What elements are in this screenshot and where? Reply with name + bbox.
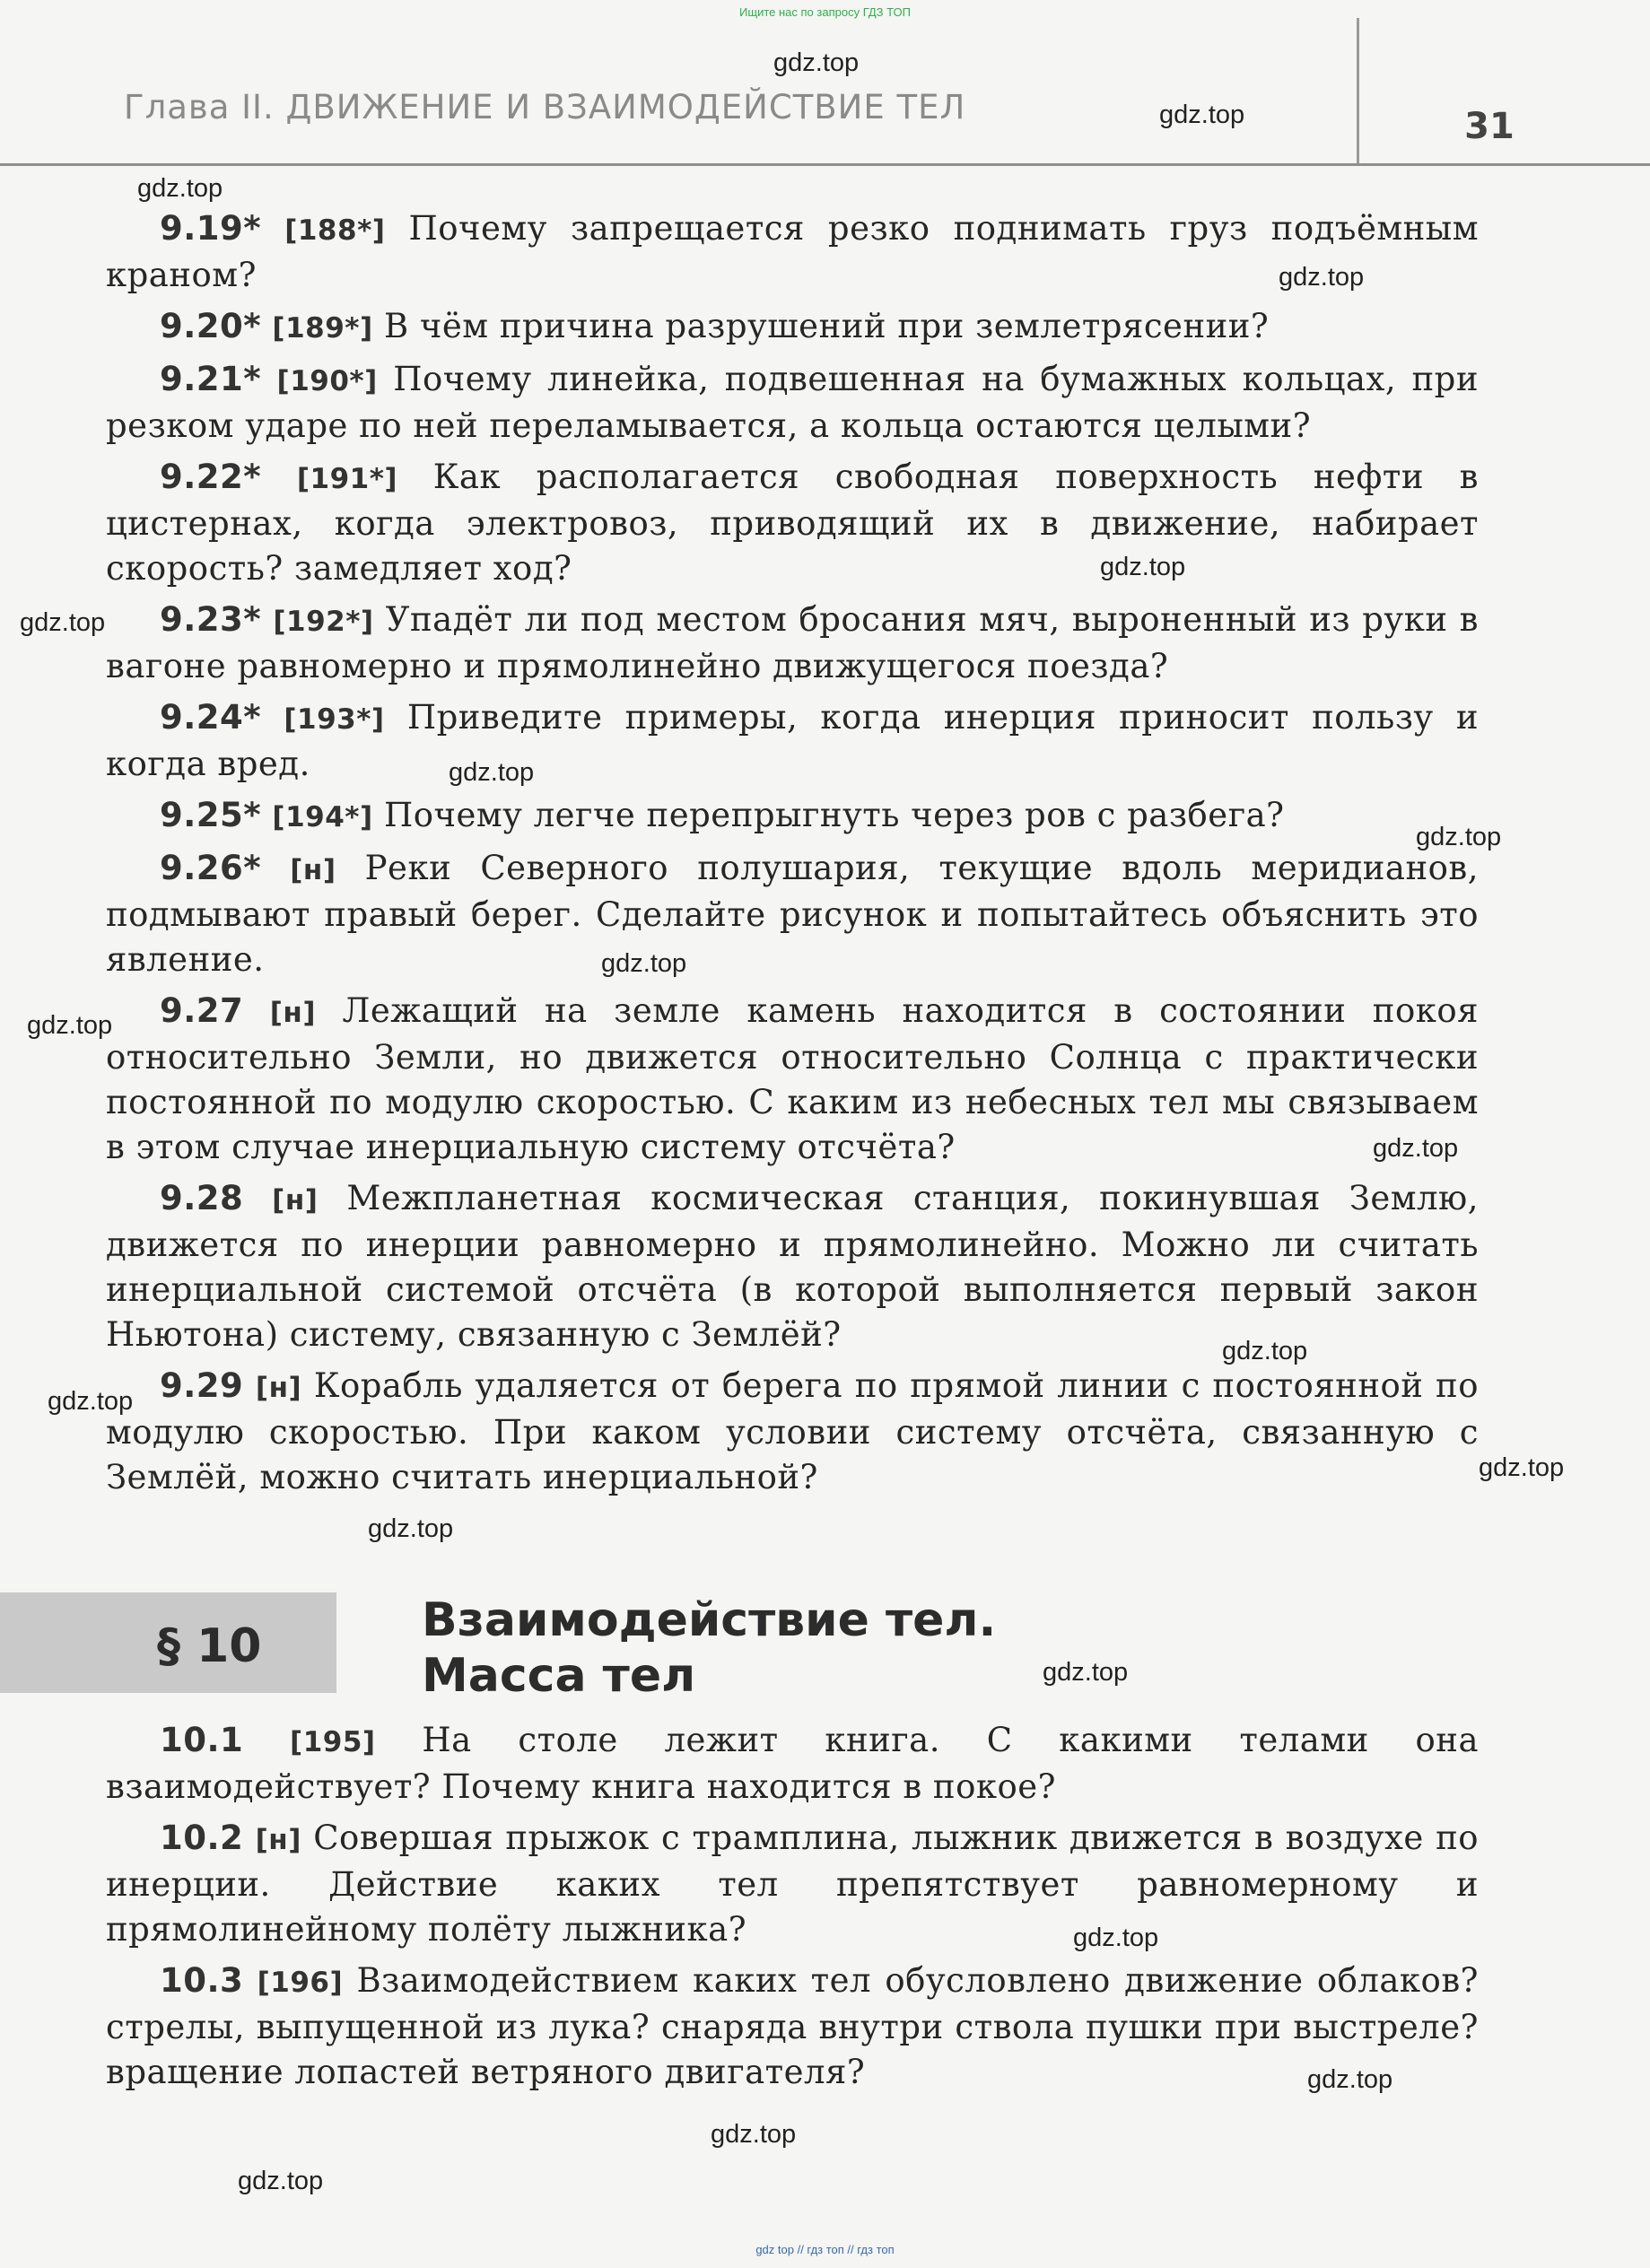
problem-text: Почему запрещается резко поднимать груз подъёмным краном?: [106, 209, 1480, 294]
problem-text: Корабль удаляется от берега по прямой линии с постоянной по модулю скоростью. При каком условии систему отсчёта, связанную с Землёй, можно считать инерциальной?: [106, 1366, 1479, 1496]
problem-number: 9.24*: [160, 698, 262, 737]
problem-ref: [193*]: [284, 703, 385, 736]
watermark: gdz.top: [773, 48, 860, 77]
problem-item: [106, 598, 1479, 689]
problem-item: [106, 304, 1479, 351]
problem-ref: [190*]: [276, 365, 378, 397]
watermark: gdz.top: [1373, 1134, 1459, 1163]
section-title-line1: Взаимодействие тел.: [422, 1593, 997, 1647]
watermark: gdz.top: [137, 174, 223, 203]
top-note: Ищите нас по запросу ГДЗ ТОП: [739, 5, 911, 19]
problem-text: Межпланетная космическая станция, покинувшая Землю, движется по инерции равномерно и прямолинейно. Можно ли считать инерциальной системой отсчёта (в которой выполняется первый закон Ньютона) систему, связанную с Землёй?: [106, 1179, 1480, 1354]
problem-number: 9.21*: [160, 360, 262, 398]
problem-ref: [194*]: [272, 801, 373, 833]
watermark: gdz.top: [1307, 2065, 1393, 2094]
problem-number: 10.3: [160, 1961, 244, 2000]
problem-ref: [н]: [255, 1824, 301, 1856]
problems-list: [106, 206, 1479, 1506]
problem-number: 9.19*: [160, 209, 262, 248]
problem-item: [106, 1364, 1479, 1500]
watermark: gdz.top: [449, 758, 535, 787]
watermark: gdz.top: [48, 1387, 134, 1416]
problem-number: 9.22*: [160, 458, 262, 496]
watermark: gdz.top: [1416, 823, 1502, 851]
problem-number: 9.20*: [160, 307, 262, 345]
problem-item: [106, 846, 1479, 982]
problem-text: Как располагается свободная поверхность нефти в цистернах, когда электровоз, приводящий их в движение, набирает скорость? замедляет ход?: [106, 458, 1480, 588]
problem-number: 9.23*: [160, 600, 262, 639]
problem-item: [106, 455, 1479, 591]
problem-item: [106, 206, 1479, 298]
section-title-line2: Масса тел: [422, 1649, 696, 1703]
problem-number: 10.2: [160, 1819, 244, 1857]
watermark: gdz.top: [1043, 1658, 1129, 1687]
page-number: 31: [1464, 106, 1515, 147]
problem-text: Совершая прыжок с трамплина, лыжник движется в воздухе по инерции. Действие каких тел препятствует равномерному и прямолинейному полёту лыжника?: [106, 1819, 1480, 1949]
page-header: [0, 0, 1650, 170]
problem-text: Почему легче перепрыгнуть через ров с разбега?: [383, 796, 1285, 834]
problem-text: В чём причина разрушений при землетрясении?: [383, 307, 1270, 345]
watermark: gdz.top: [238, 2167, 324, 2195]
problem-ref: [195]: [290, 1726, 376, 1758]
problem-ref: [188*]: [284, 214, 386, 247]
watermark: gdz.top: [368, 1514, 454, 1543]
header-divider-vertical: [1357, 18, 1359, 165]
problem-item: [106, 1958, 1479, 2095]
problems-list-section10: [106, 1718, 1479, 2101]
problem-item: [106, 1176, 1479, 1357]
chapter-title: Глава II. ДВИЖЕНИЕ И ВЗАИМОДЕЙСТВИЕ ТЕЛ: [124, 88, 966, 126]
problem-item: [106, 1718, 1479, 1810]
problem-text: Почему линейка, подвешенная на бумажных кольцах, при резком ударе по ней переламывается, а кольца остаются целыми?: [106, 360, 1480, 445]
watermark: gdz.top: [20, 608, 106, 637]
section-heading: [0, 1592, 1650, 1703]
watermark: gdz.top: [1159, 100, 1245, 129]
header-divider: [0, 163, 1650, 166]
watermark: gdz.top: [711, 2120, 797, 2149]
problem-ref: [н]: [272, 1184, 319, 1217]
problem-ref: [н]: [255, 1372, 302, 1404]
problem-text: Взаимодействием каких тел обусловлено движение облаков? стрелы, выпущенной из лука? снаряда внутри ствола пушки при выстреле? вращение лопастей ветряного двигателя?: [106, 1961, 1480, 2091]
problem-number: 9.29: [160, 1366, 244, 1405]
watermark: gdz.top: [1100, 553, 1186, 581]
watermark: gdz.top: [1073, 1923, 1159, 1952]
problem-text: Упадёт ли под местом бросания мяч, выроненный из руки в вагоне равномерно и прямолинейно движущегося поезда?: [106, 600, 1479, 685]
problem-ref: [196]: [257, 1967, 344, 1999]
problem-text: На столе лежит книга. С какими телами она взаимодействует? Почему книга находится в покое?: [106, 1721, 1480, 1806]
problem-ref: [189*]: [272, 312, 373, 345]
watermark: gdz.top: [1222, 1337, 1308, 1365]
watermark: gdz.top: [1479, 1453, 1565, 1482]
watermark: gdz.top: [1279, 263, 1365, 292]
problem-text: Приведите примеры, когда инерция приносит пользу и когда вред.: [106, 698, 1480, 783]
section-number: § 10: [157, 1619, 262, 1673]
problem-item: [106, 1816, 1479, 1952]
watermark: gdz.top: [27, 1011, 113, 1040]
problem-ref: [191*]: [296, 463, 398, 495]
problem-number: 9.26*: [160, 849, 262, 887]
problem-item: [106, 357, 1479, 449]
problem-ref: [н]: [269, 997, 317, 1029]
problem-ref: [н]: [290, 854, 336, 886]
problem-item: [106, 695, 1479, 787]
problem-number: 9.28: [160, 1179, 244, 1217]
problem-text: Реки Северного полушария, текущие вдоль меридианов, подмывают правый берег. Сделайте рисунок и попытайтесь объяснить это явление.: [106, 849, 1479, 979]
problem-item: [106, 793, 1479, 840]
problem-number: 10.1: [160, 1721, 244, 1759]
problem-item: [106, 989, 1479, 1170]
bottom-note: gdz top // гдз топ // гдз топ: [755, 2243, 895, 2256]
problem-text: Лежащий на земле камень находится в состоянии покоя относительно Земли, но движется относительно Солнца с практически постоянной по модулю скоростью. С каким из небесных тел мы связываем в этом случае инерциальную систему отсчёта?: [106, 991, 1479, 1166]
problem-ref: [192*]: [273, 606, 374, 638]
problem-number: 9.25*: [160, 796, 262, 834]
watermark: gdz.top: [601, 949, 687, 978]
problem-number: 9.27: [160, 991, 244, 1030]
